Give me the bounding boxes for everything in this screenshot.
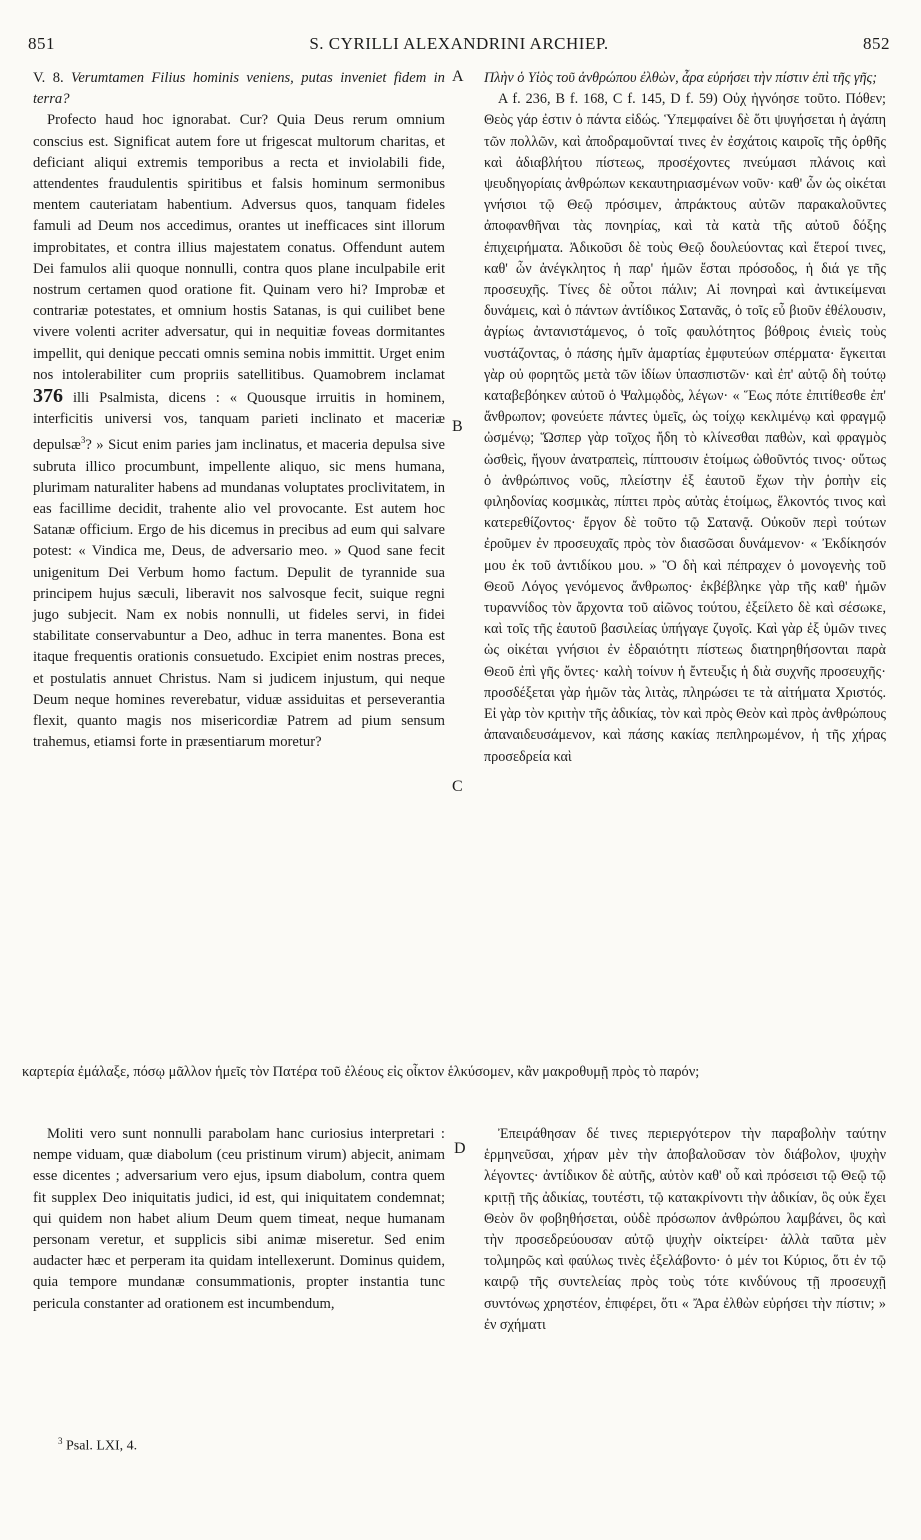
footnote-marker: 3: [80, 435, 86, 446]
full-width-text: καρτερία ἐμάλαξε, πόσῳ μᾶλλον ἡμεῖς τὸν Πατέρα τοῦ ἐλέους εἰς οἶκτον ἑλκύσομεν, κἂν μακροθυμῇ πρὸς τὸ παρόν;: [22, 1064, 700, 1080]
column-number: 376: [33, 385, 63, 408]
latin-body: Profecto haud hoc ignorabat. Cur? Quia Deus rerum omnium conscius est. Significat autem fore ut frigescat multorum charitas, et deficiant aliqui extremis temporibus a recta et inviolabili fide, attendentes fraudulentis spiritibus et falsis hominum sermonibus mentem cauteriatam habentium. Adversus quos, tanquam fideles famuli ad Deum nos accedimus, orantes ut inefficaces sint illorum improbitates, et contra illius majestatem conatus. Offendunt autem Dei famulos alii quoque nonnulli, contra quos plane inculpabile erit nostrum certamen quod oratione fit. Quinam vero hi? Improbæ et contrariæ potestates, et omnium hostis Satanas, is qui cuilibet bene vivere volenti acriter adversatur, qui in nequitiæ foveas dormitantes impellit, qui denique peccati omnis semina nobis immittit. Urget enim nos intolerabiliter cum propriis satellitibus. Quamobrem inclamat: [33, 112, 445, 383]
footnote: [58, 1436, 137, 1455]
greek-body: Οὐχ ἠγνόησε τοῦτο. Πόθεν; Θεὸς γάρ ἐστιν ὁ πάντα εἰδώς. Ὑπεμφαίνει δὲ ὅτι ψυγήσεται ἡ ἀγάπη τῶν πολλῶν, καὶ ἀποδραμοῦνταί τινες ἐν ἐσχάτοις καιροῖς τῆς ὀρθῆς καὶ ἀδιαβλήτου πίστεως, προσέχοντες πνεύμασι πλάνοις καὶ ψευδηγορίαις ἀνθρώπων κεκαυτηριασμένων νοῦν· καθ' ὧν ὡς οἰκέται γνήσιοι τῷ Θεῷ πρόσιμεν, ἀπράκτους αὐτῶν παρακαλοῦντες ἀποφανθῆναι τὰς πονηρίας, καὶ τὰ κατὰ τῆς αὐτοῦ δόξης ἐπιχειρήματα. Ἀδικοῦσι δὲ τοὺς Θεῷ δουλεύοντας καὶ ἕτεροί τινες, καθ' ὧν ἀνέγκλητος ἡ παρ' ἡμῶν ἔσται πρόσοδος, ἡ διά γε τῆς προσευχῆς. Τίνες δὲ οὗτοι πάλιν; Αἱ πονηραὶ καὶ ἀντικείμεναι δυνάμεις, καὶ ὁ πάντων ἀντίδικος Σατανᾶς, ὁ τοῖς εὖ βιοῦν ἐθέλουσιν, ἀγρίως ἀντανιστάμενος, ὁ τοῖς φαυλότητος βόθροις ἐνιεὶς τοὺς νυστάζοντας, ὁ πάσης ἡμῖν ἁμαρτίας ἐμφυτεύων σπέρματα· ἔγκειται γὰρ οὐ φορητῶς μετὰ τῶν ἰδίων ὑπασπιστῶν· καὶ ἐπ' αὐτῷ δὴ τούτῳ καταβεβόηκεν αὐτοῦ ὁ Ψαλμῳδὸς, λέγων· « Ἕως πότε ἐπιτίθεσθε ἐπ' ἄνθρωπον; φονεύετε πάντες ὑμεῖς, ὡς τοίχῳ κεκλιμένῳ καὶ φραγμῷ ὠσμένῳ; Ὥσπερ γὰρ τοῖχος ἤδη τὸ κλίνεσθαι παθὼν, καὶ φραγμὸς ὠσθεὶς, ἤγουν ἀνατραπεὶς, πίπτουσιν ἑτοίμως ὠθοῦντός τινος· οὕτως ὁ ἀνθρώπινος νοῦς, πλείστην ἐξ ἑαυτοῦ ἔχων τὴν ῥοπὴν εἰς φιληδονίας κοσμικὰς, πίπτει πρὸς αὐτὰς ἑτοίμως, ἕλκοντός τινος καὶ κατερεθίζοντος· ἔργον δὲ τοῦτο τῷ Σατανᾷ. Οὐκοῦν περὶ τούτων ἐροῦμεν ἐν προσευχαῖς πρὸς τὸν διασῶσαι δυνάμενον· « Ἐκδίκησόν μου ἐκ τοῦ ἀντιδίκου μου. » Ὃ δὴ καὶ πέπραχεν ὁ μονογενὴς τοῦ Θεοῦ Λόγος γενόμενος ἄνθρωπος· ἐκβέβληκε γὰρ τῆς καθ' ἡμῶν τυραννίδος τὸν ἄρχοντα τοῦ αἰῶνος τούτου, ἐξείλετο δὲ καὶ σέσωκε, καὶ τοῖς τῆς ἑαυτοῦ βασιλείας ὑπήγαγε ζυγοῖς. Καὶ γὰρ ἐξ ὑμῶν τινες ὡς οἰκέται γνήσιοι ἐν ἑδραιότητι πίστεως διατηρηθήσονται παρὰ Θεοῦ ἐπὶ γῆς ὄντες· καλὴ τοίνυν ἡ ἔντευξις ἡ διὰ συχνῆς προσευχῆς· προσδέξεται γὰρ ἡμῶν τὰς λιτὰς, πληρώσει τε τὰ αἰτήματα Χριστός. Εἰ γὰρ τὸν κριτὴν τῆς ἀδικίας, τὸν καὶ πρὸς Θεὸν καὶ πρὸς ἀνθρώπους ἀπαναιδευσάμενον, καὶ πάσης κακίας πεπληρωμένον, ἡ τῆς χήρας προσεδρεία καὶ: [484, 91, 886, 765]
section-marker-a: A: [452, 68, 464, 85]
verse-ref: V. 8.: [33, 70, 64, 86]
latin-column-bottom: Moliti vero sunt nonnulli parabolam hanc curiosius interpretari : nempe viduam, quæ diabolum (ceu pristinum virum) abjecit, animam esse dicentes ; adversarium vero ejus, ipsum diabolum, contra quem fit supplex Deo iniquitatis judici, id est, qui iniquitatem condemnat; qui quidem non habet alium Deum quem timeat, neque humanam personam veretur, et supplicis sibi animæ miseretur. Sed enim audacter hæc et perperam ita quidam intellexerunt. Dominus quidem, quia tempore mundanæ consummationis, propter instantia tunc pericula constanter ad orationem est incumbendum,: [33, 1126, 445, 1312]
section-marker-c: C: [452, 778, 463, 795]
latin-column-top: [33, 68, 445, 753]
page-number-right: 852: [863, 34, 890, 53]
greek-verse: Πλὴν ὁ Υἱὸς τοῦ ἀνθρώπου ἐλθὼν, ἆρα εὑρήσει τὴν πίστιν ἐπὶ τῆς γῆς;: [484, 70, 878, 86]
page-header: [28, 34, 890, 60]
section-marker-d: D: [454, 1140, 466, 1157]
footnote-number: 3: [58, 1436, 63, 1446]
latin-verse: Verumtamen Filius hominis veniens, putas inveniet fidem in terra?: [33, 70, 445, 108]
page-number-left: 851: [28, 34, 55, 53]
manuscript-refs: A f. 236, B f. 168, C f. 145, D f. 59): [498, 91, 718, 108]
running-title: S. CYRILLI ALEXANDRINI ARCHIEP.: [309, 34, 609, 53]
latin-body-2: illi Psalmista, dicens : « Quousque irruitis in hominem, interficitis universi vos, tanquam parieti inclinato et maceriæ depulsæ: [33, 390, 445, 454]
greek-column-bottom: Ἐπειράθησαν δέ τινες περιεργότερον τὴν παραβολὴν ταύτην ἑρμηνεῦσαι, χήραν μὲν τὴν ἀποβαλοῦσαν τὸν διάβολον, ψυχὴν λέγοντες· ἀντίδικον δὲ αὐτῆς, αὐτὸν καθ' οὗ καὶ πρόσεισι τῷ Θεῷ τῷ κριτῇ τῆς ἀδικίας, τουτέστι, τῷ κατακρίνοντι τὴν ἀδικίαν, ὃς οὐκ ἔχει Θεὸν ὃν φοβηθήσεται, οὐδὲ πρόσωπον ἀνθρώπου λαμβάνει, ὃς καὶ τὴν προσεδρεύουσαν αὐτῷ ψυχὴν οἰκτείρει· ἀλλὰ ταῦτα μὲν τολμηρῶς καὶ φαύλως τινὲς ἐξελάβοντο· ὁ μέν τοι Κύριος, ὅτι ἐν τῷ καιρῷ τῆς συντελείας πρὸς τοὺς τότε κινδύνους τῇ προσευχῇ συντόνως χρηστέον, ἐπιφέρει, ὅτι « Ἄρα ἐλθὼν εὑρήσει τὴν πίστιν; » ἐν σχήματι: [484, 1126, 886, 1333]
footnote-text: Psal. LXI, 4.: [66, 1438, 138, 1454]
latin-body-3: ? » Sicut enim paries jam inclinatus, et maceria depulsa sive subruta illico procumbunt, impellente aliquo, sic mens humana, plurimam naturaliter habens ad mundanas voluptates proclivitatem, in eas facillime decidit, trahente alio vel provocante. Est autem hoc Satanæ officium. Ergo de his dicemus in precibus ad eum qui salvare potest: « Vindica me, Deus, de adversario meo. » Quod sane fecit unigenitum Dei Verbum homo factum. Depulit de tyrannide sua principem hujus sæculi, liberavit nos salvosque fecit, suique regni jugo subjecit. Nam ex nobis nonnulli, ut fideles servi, in fidei stabilitate conservabuntur a Deo, adhuc in terra manentes. Bona est itaque frequentis orationis consuetudo. Excipiet enim nostras preces, et postulatis annuet Christus. Nam si judicem injustum, qui neque Deum neque homines reverebatur, viduæ assiduitas et perseverantia flexit, quanto magis nos misericordiæ Patrem ad pium sensum trahemus, etiamsi forte in præsentiarum moretur?: [33, 437, 445, 751]
section-marker-b: B: [452, 418, 463, 435]
greek-column-top: [484, 68, 886, 768]
